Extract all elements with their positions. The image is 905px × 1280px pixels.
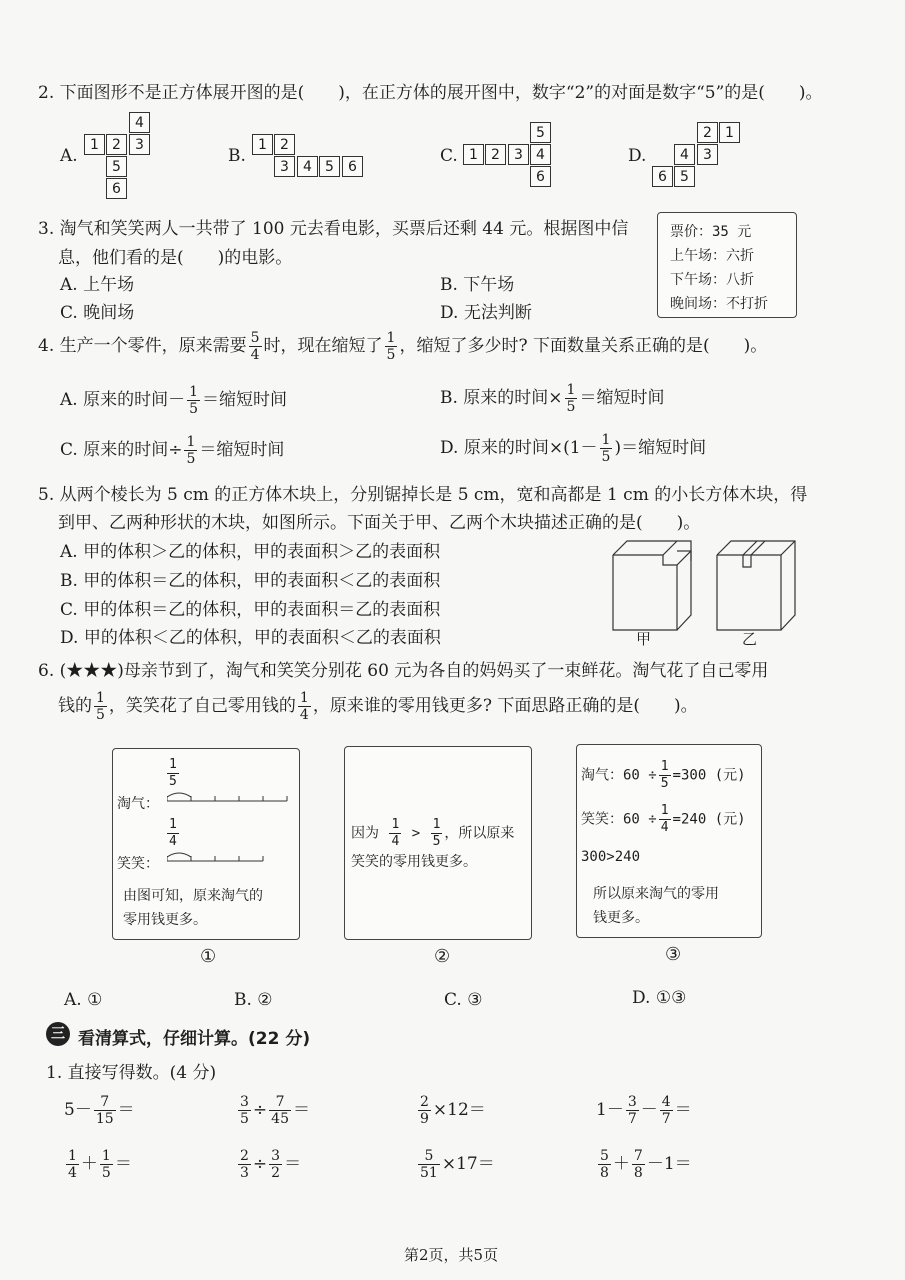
q6-option-a: A. ① <box>64 990 103 1010</box>
q5-option-a: A. 甲的体积＞乙的体积，甲的表面积＞乙的表面积 <box>60 542 441 562</box>
q2-label-a: A. <box>60 146 78 166</box>
q3-option-b: B. 下午场 <box>440 275 515 295</box>
q6-idea-box-3 <box>576 744 762 938</box>
q4-option-d: D. 原来的时间×(1－ $\frac{1}{5}$ )＝缩短时间 <box>440 432 707 465</box>
calc-r1c2: $\frac{3}{5}$ ÷ $\frac{7}{45}$ ＝ <box>240 1094 310 1127</box>
calc-r1c4: 1－ $\frac{3}{7}$ － $\frac{4}{7}$ ＝ <box>596 1094 692 1127</box>
q4-option-c: C. 原来的时间÷ $\frac{1}{5}$ ＝缩短时间 <box>60 434 285 467</box>
calc-r2c4: $\frac{5}{8}$ ＋ $\frac{7}{8}$ －1＝ <box>600 1148 692 1181</box>
block-jia <box>613 541 691 630</box>
q3-option-c: C. 晚间场 <box>60 303 135 323</box>
q6-stem-line2: 钱的 $\frac{1}{5}$ ，笑笑花了自己零用钱的 $\frac{1}{4}$ ，原来谁的零用钱更多? 下面思路正确的是( )。 <box>58 690 698 723</box>
q2-stem: 2. 下面图形不是正方体展开图的是( )，在正方体的展开图中，数字“2”的对面是数字“5”的是( )。 <box>38 83 823 103</box>
box3-taoqi-calc: 淘气：60 ÷ $\frac{1}{5}$ =300 (元) <box>581 759 746 791</box>
box-label-1: ① <box>200 946 217 967</box>
section-title: 看清算式，仔细计算。(22 分) <box>78 1029 311 1049</box>
price-evening: 晚间场：不打折 <box>670 296 768 312</box>
box3-xiaoxiao-calc: 笑笑：60 ÷ $\frac{1}{4}$ =240 (元) <box>581 803 746 835</box>
q3-stem-line2: 息，他们看的是( )的电影。 <box>58 248 293 268</box>
q5-block-figures <box>605 535 805 635</box>
q6-option-c: C. ③ <box>444 990 483 1010</box>
q5-option-c: C. 甲的体积＝乙的体积，甲的表面积＝乙的表面积 <box>60 600 441 620</box>
q3-price-box <box>657 212 797 318</box>
xiaoxiao-bar-diagram <box>167 849 267 865</box>
q4-stem <box>38 330 767 363</box>
q6-option-d: D. ①③ <box>632 988 687 1008</box>
taoqi-label: 淘气： <box>117 796 159 812</box>
box3-compare: 300>240 <box>581 849 641 865</box>
calc-r2c1: $\frac{1}{4}$ ＋ $\frac{1}{5}$ ＝ <box>68 1148 132 1181</box>
q3-option-d: D. 无法判断 <box>440 303 532 323</box>
box-label-3: ③ <box>665 944 682 965</box>
q5-stem-line2: 到甲、乙两种形状的木块，如图所示。下面关于甲、乙两个木块描述正确的是( )。 <box>58 513 701 533</box>
price-afternoon: 下午场：八折 <box>670 272 754 288</box>
q2-label-d: D. <box>628 146 647 166</box>
q3-option-a: A. 上午场 <box>60 275 135 295</box>
box1-conclusion-2: 零用钱更多。 <box>123 912 207 928</box>
fraction: $\frac{1}{5}$ <box>169 757 177 789</box>
box-label-2: ② <box>434 946 451 967</box>
q6-idea-box-1 <box>112 748 300 940</box>
q5-option-b: B. 甲的体积＝乙的体积，甲的表面积＜乙的表面积 <box>60 571 441 591</box>
block-yi <box>717 541 795 630</box>
calc-r2c3: $\frac{5}{51}$ ×17＝ <box>420 1148 495 1181</box>
box1-conclusion-1: 由图可知，原来淘气的 <box>123 888 263 904</box>
fraction: $\frac{5}{4}$ <box>250 330 260 363</box>
fraction: $\frac{1}{4}$ <box>169 817 177 849</box>
box2-line1: 因为 $\frac{1}{4}$ > $\frac{1}{5}$ ，所以原来 <box>351 817 515 849</box>
section-subtitle: 1. 直接写得数。(4 分) <box>46 1063 217 1083</box>
page-number: 第2页，共5页 <box>404 1246 499 1264</box>
q4-stem-mid: 时，现在缩短了 <box>263 336 383 356</box>
calc-r1c3: $\frac{2}{9}$ ×12＝ <box>420 1094 486 1127</box>
price-line: 票价：35 元 <box>670 224 752 240</box>
q3-stem-line1: 3. 淘气和笑笑两人一共带了 100 元去看电影，买票后还剩 44 元。根据图中信 <box>38 219 629 239</box>
fraction: $\frac{1}{5}$ <box>386 330 396 363</box>
q2-label-b: B. <box>228 146 246 166</box>
q4-stem-post: ，缩短了多少时? 下面数量关系正确的是( )。 <box>399 336 768 356</box>
label-jia: 甲 <box>636 630 652 648</box>
taoqi-bar-diagram <box>167 789 295 805</box>
label-yi: 乙 <box>742 630 758 648</box>
xiaoxiao-label: 笑笑： <box>117 856 159 872</box>
q6-stem-line1: 6. (★★★)母亲节到了，淘气和笑笑分别花 60 元为各自的妈妈买了一束鲜花。淘气花了自己零用 <box>38 661 769 681</box>
q4-stem-pre: 4. 生产一个零件，原来需要 <box>38 336 247 356</box>
q5-option-d: D. 甲的体积＜乙的体积，甲的表面积＜乙的表面积 <box>60 628 441 648</box>
price-morning: 上午场：六折 <box>670 248 754 264</box>
q2-label-c: C. <box>440 146 458 166</box>
q4-option-b: B. 原来的时间× $\frac{1}{5}$ ＝缩短时间 <box>440 382 665 415</box>
q6-option-b: B. ② <box>234 990 273 1010</box>
section-number-icon: 三 <box>46 1022 70 1046</box>
calc-r2c2: $\frac{2}{3}$ ÷ $\frac{3}{2}$ ＝ <box>240 1148 302 1181</box>
box3-conclusion-1: 所以原来淘气的零用 <box>593 886 719 902</box>
calc-r1c1: 5－ $\frac{7}{15}$ ＝ <box>64 1094 135 1127</box>
q4-option-a: A. 原来的时间－ $\frac{1}{5}$ ＝缩短时间 <box>60 384 288 417</box>
box2-line2: 笑笑的零用钱更多。 <box>351 854 477 870</box>
q6-idea-box-2 <box>344 746 532 940</box>
q5-stem-line1: 5. 从两个棱长为 5 cm 的正方体木块上，分别锯掉长是 5 cm，宽和高都是 1 cm 的小长方体木块，得 <box>38 485 808 505</box>
box3-conclusion-2: 钱更多。 <box>593 910 649 926</box>
